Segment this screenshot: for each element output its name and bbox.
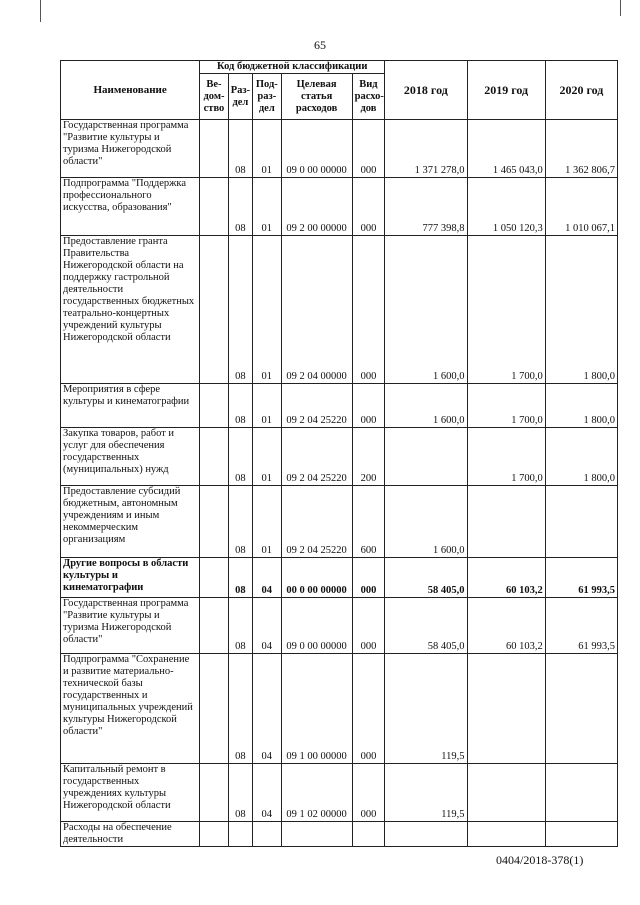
header-row-group: [61, 61, 618, 74]
header-razdel: Раз-дел: [228, 74, 252, 120]
row-celevaya-statya: 09 2 04 00000: [281, 236, 352, 384]
row-amount-2020: 1 010 067,1: [545, 178, 617, 236]
row-podrazdel: 01: [253, 428, 281, 486]
row-name: Подпрограмма "Поддержка профессионального искусства, образования": [61, 178, 200, 236]
row-amount-2019: 1 700,0: [467, 236, 545, 384]
row-amount-2020: 61 993,5: [545, 598, 617, 654]
row-razdel: 08: [228, 598, 252, 654]
row-vid-raskhodov: 000: [352, 764, 385, 822]
row-amount-2019: 60 103,2: [467, 598, 545, 654]
table-row: [61, 384, 618, 428]
table-row: [61, 822, 618, 847]
row-podrazdel: 01: [253, 178, 281, 236]
row-vedomstvo: [200, 598, 228, 654]
row-amount-2019: 1 700,0: [467, 428, 545, 486]
row-name: Подпрограмма "Сохранение и развитие материально-технической базы государственных и муниципальных учреждений культуры Нижегородской области": [61, 654, 200, 764]
row-podrazdel: [253, 822, 281, 847]
row-vid-raskhodov: 200: [352, 428, 385, 486]
row-razdel: 08: [228, 654, 252, 764]
row-vedomstvo: [200, 654, 228, 764]
scan-margin-line-left: [40, 0, 41, 22]
header-2018: 2018 год: [385, 61, 467, 120]
page-number: 65: [314, 38, 326, 52]
row-celevaya-statya: 09 1 00 00000: [281, 654, 352, 764]
table-row: [61, 236, 618, 384]
row-podrazdel: 04: [253, 654, 281, 764]
budget-table: [60, 60, 618, 847]
row-amount-2018: 777 398,8: [385, 178, 467, 236]
row-celevaya-statya: 09 0 00 00000: [281, 598, 352, 654]
table-row: [61, 178, 618, 236]
budget-table-body: [61, 120, 618, 847]
row-podrazdel: 04: [253, 764, 281, 822]
row-vid-raskhodov: 000: [352, 598, 385, 654]
row-amount-2020: 61 993,5: [545, 558, 617, 598]
row-vedomstvo: [200, 428, 228, 486]
row-amount-2018: 58 405,0: [385, 598, 467, 654]
row-razdel: 08: [228, 558, 252, 598]
row-vedomstvo: [200, 178, 228, 236]
row-podrazdel: 01: [253, 486, 281, 558]
table-row: [61, 764, 618, 822]
header-2020: 2020 год: [545, 61, 617, 120]
row-amount-2020: [545, 764, 617, 822]
row-vid-raskhodov: 600: [352, 486, 385, 558]
row-vid-raskhodov: 000: [352, 120, 385, 178]
row-podrazdel: 01: [253, 120, 281, 178]
header-2019: 2019 год: [467, 61, 545, 120]
row-amount-2019: 1 700,0: [467, 384, 545, 428]
table-row: [61, 558, 618, 598]
row-name: Государственная программа "Развитие культуры и туризма Нижегородской области": [61, 120, 200, 178]
row-amount-2019: [467, 822, 545, 847]
row-razdel: [228, 822, 252, 847]
row-celevaya-statya: 09 2 04 25220: [281, 486, 352, 558]
row-amount-2020: 1 800,0: [545, 428, 617, 486]
row-podrazdel: 04: [253, 598, 281, 654]
row-podrazdel: 04: [253, 558, 281, 598]
document-code: 0404/2018-378(1): [496, 853, 584, 867]
row-vid-raskhodov: 000: [352, 178, 385, 236]
row-vedomstvo: [200, 822, 228, 847]
row-celevaya-statya: 09 2 04 25220: [281, 384, 352, 428]
row-name: Предоставление гранта Правительства Нижегородской области на поддержку гастрольной деятельности государственных бюджетных театрально-концертных учреждений культуры Нижегородской области: [61, 236, 200, 384]
row-amount-2019: [467, 654, 545, 764]
row-amount-2020: 1 800,0: [545, 384, 617, 428]
row-amount-2020: [545, 486, 617, 558]
row-amount-2019: 60 103,2: [467, 558, 545, 598]
row-amount-2018: 1 600,0: [385, 486, 467, 558]
row-name: Мероприятия в сфере культуры и кинематографии: [61, 384, 200, 428]
row-razdel: 08: [228, 384, 252, 428]
row-amount-2020: [545, 822, 617, 847]
row-vedomstvo: [200, 558, 228, 598]
row-razdel: 08: [228, 486, 252, 558]
row-name: Расходы на обеспечение деятельности: [61, 822, 200, 847]
row-razdel: 08: [228, 236, 252, 384]
header-celevaya-statya: Целевая статья расходов: [281, 74, 352, 120]
row-vid-raskhodov: [352, 822, 385, 847]
row-razdel: 08: [228, 764, 252, 822]
row-podrazdel: 01: [253, 384, 281, 428]
row-amount-2020: 1 362 806,7: [545, 120, 617, 178]
row-podrazdel: 01: [253, 236, 281, 384]
row-celevaya-statya: 09 2 04 25220: [281, 428, 352, 486]
row-amount-2020: 1 800,0: [545, 236, 617, 384]
row-amount-2018: 119,5: [385, 764, 467, 822]
row-name: Государственная программа "Развитие культуры и туризма Нижегородской области": [61, 598, 200, 654]
row-razdel: 08: [228, 428, 252, 486]
row-name: Другие вопросы в области культуры и кинематографии: [61, 558, 200, 598]
row-vedomstvo: [200, 236, 228, 384]
row-celevaya-statya: 09 0 00 00000: [281, 120, 352, 178]
header-classification-group: Код бюджетной классификации: [200, 61, 385, 74]
row-celevaya-statya: 00 0 00 00000: [281, 558, 352, 598]
row-vedomstvo: [200, 120, 228, 178]
row-amount-2020: [545, 654, 617, 764]
row-vid-raskhodov: 000: [352, 654, 385, 764]
row-amount-2019: [467, 486, 545, 558]
table-row: [61, 486, 618, 558]
row-celevaya-statya: 09 2 00 00000: [281, 178, 352, 236]
row-amount-2019: [467, 764, 545, 822]
row-amount-2018: 58 405,0: [385, 558, 467, 598]
row-name: Закупка товаров, работ и услуг для обеспечения государственных (муниципальных) нужд: [61, 428, 200, 486]
row-vid-raskhodov: 000: [352, 558, 385, 598]
row-amount-2018: [385, 428, 467, 486]
row-name: Капитальный ремонт в государственных учреждениях культуры Нижегородской области: [61, 764, 200, 822]
header-vedomstvo: Ве-дом-ство: [200, 74, 228, 120]
row-name: Предоставление субсидий бюджетным, автономным учреждениям и иным некоммерческим организациям: [61, 486, 200, 558]
table-row: [61, 654, 618, 764]
row-razdel: 08: [228, 120, 252, 178]
row-amount-2019: 1 050 120,3: [467, 178, 545, 236]
row-amount-2019: 1 465 043,0: [467, 120, 545, 178]
row-amount-2018: 1 371 278,0: [385, 120, 467, 178]
scan-margin-line-right: [620, 0, 621, 16]
row-celevaya-statya: 09 1 02 00000: [281, 764, 352, 822]
row-amount-2018: 1 600,0: [385, 384, 467, 428]
row-vedomstvo: [200, 384, 228, 428]
table-row: [61, 120, 618, 178]
row-vedomstvo: [200, 486, 228, 558]
row-vid-raskhodov: 000: [352, 236, 385, 384]
row-celevaya-statya: [281, 822, 352, 847]
table-row: [61, 428, 618, 486]
row-razdel: 08: [228, 178, 252, 236]
row-amount-2018: 1 600,0: [385, 236, 467, 384]
row-amount-2018: [385, 822, 467, 847]
header-name: Наименование: [61, 61, 200, 120]
row-vid-raskhodov: 000: [352, 384, 385, 428]
row-vedomstvo: [200, 764, 228, 822]
header-podrazdel: Под-раз-дел: [253, 74, 281, 120]
table-row: [61, 598, 618, 654]
header-vid-raskhodov: Вид расхо-дов: [352, 74, 385, 120]
row-amount-2018: 119,5: [385, 654, 467, 764]
